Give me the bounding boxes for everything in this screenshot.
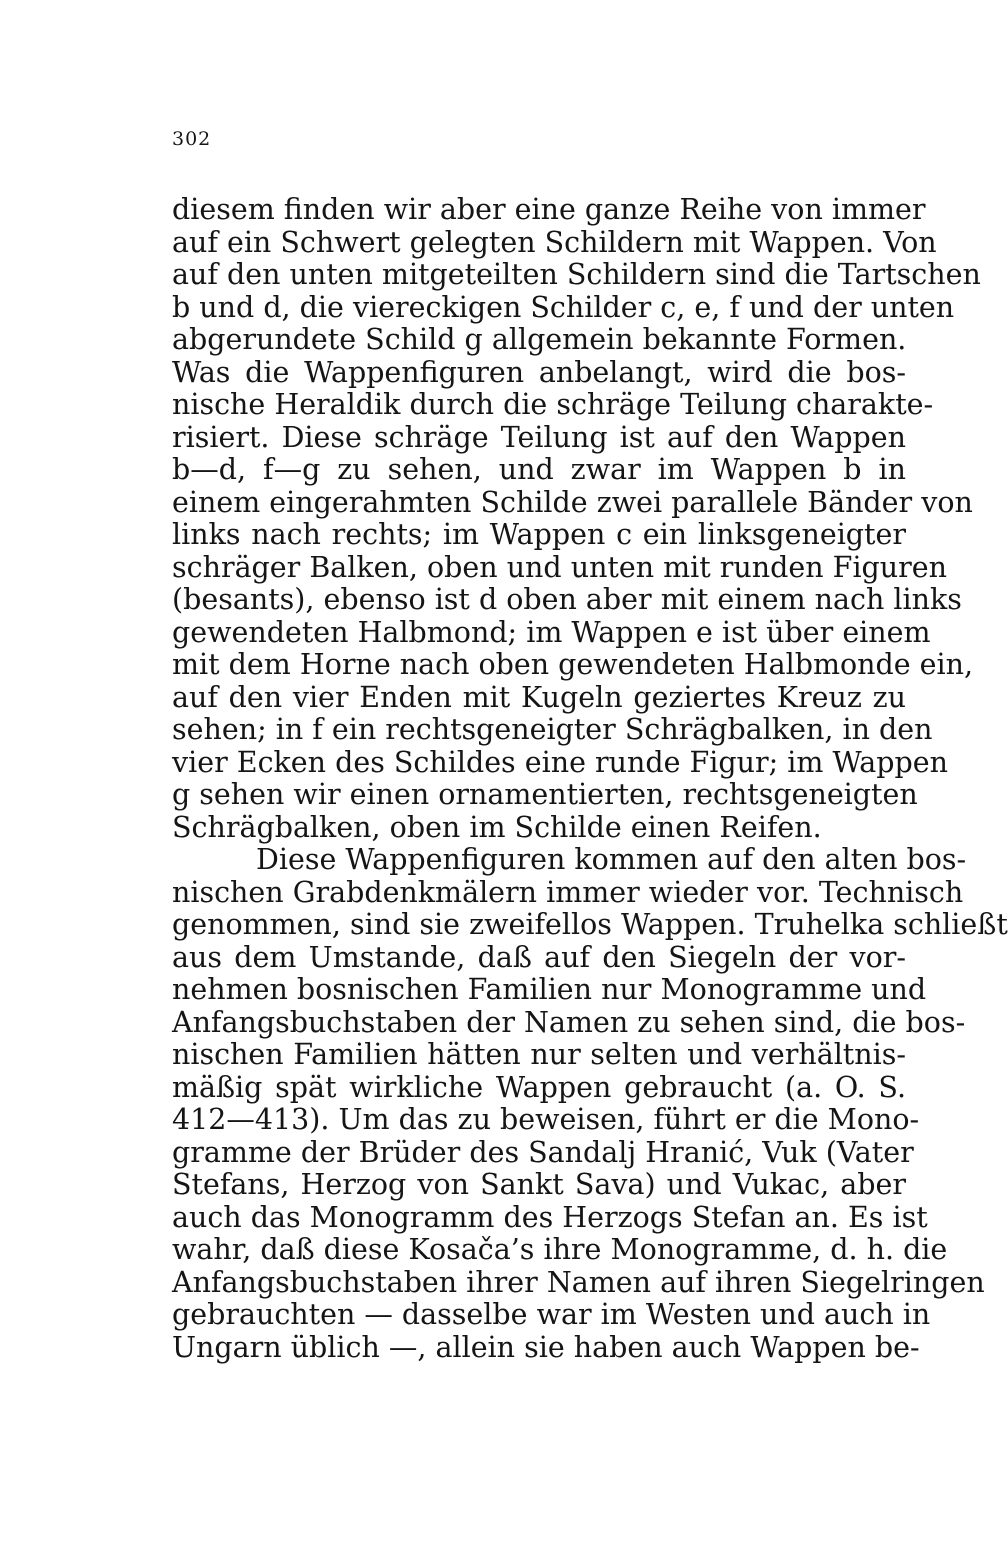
text-line: gebrauchten — dasselbe war im Westen und auch in <box>172 1298 931 1331</box>
text-line: nische Heraldik durch die schräge Teilung charakte- <box>172 388 934 421</box>
text-line: Stefans, Herzog von Sankt Sava) und Vukac, aber <box>172 1168 906 1201</box>
text-line: nehmen bosnischen Familien nur Monogramme und <box>172 973 927 1006</box>
text-line: auf ein Schwert gelegten Schildern mit Wappen. Von <box>172 225 937 259</box>
text-line: b—d, f—g zu sehen, und zwar im Wappen b in <box>172 453 906 486</box>
text-line: auch das Monogramm des Herzogs Stefan an. Es ist <box>172 1200 928 1234</box>
text-line: einem eingerahmten Schilde zwei parallele Bänder von <box>172 485 973 519</box>
text-line: nischen Grabdenkmälern immer wieder vor. Technisch <box>172 875 964 909</box>
text-line: Anfangsbuchstaben der Namen zu sehen sind, die bos- <box>172 1005 966 1039</box>
body-text <box>172 193 1008 1364</box>
text-line: abgerundete Schild g allgemein bekannte Formen. <box>172 323 907 356</box>
text-line: g sehen wir einen ornamentierten, rechtsgeneigten <box>172 778 918 811</box>
text-line: gramme der Brüder des Sandalj Hranić, Vuk (Vater <box>172 1135 914 1169</box>
text-line: nischen Familien hätten nur selten und verhältnis- <box>172 1038 906 1071</box>
text-line: vier Ecken des Schildes eine runde Figur; im Wappen <box>172 745 948 779</box>
text-line: schräger Balken, oben und unten mit runden Figuren <box>172 550 947 584</box>
text-line: Ungarn üblich —, allein sie haben auch Wappen be- <box>172 1330 920 1364</box>
text-line: aus dem Umstande, daß auf den Siegeln der vor- <box>172 940 906 974</box>
text-line: genommen, sind sie zweifellos Wappen. Truhelka schließt <box>172 908 1008 941</box>
text-line: 412—413). Um das zu beweisen, führt er die Mono- <box>172 1103 920 1136</box>
text-line: diesem finden wir aber eine ganze Reihe von immer <box>172 193 926 226</box>
text-line: auf den unten mitgeteilten Schildern sind die Tartschen <box>172 258 981 291</box>
text-line: sehen; in f ein rechtsgeneigter Schrägbalken, in den <box>172 713 933 746</box>
text-line: links nach rechts; im Wappen c ein linksgeneigter <box>172 518 906 551</box>
text-line: Anfangsbuchstaben ihrer Namen auf ihren Siegelringen <box>172 1265 985 1299</box>
text-line: (besants), ebenso ist d oben aber mit einem nach links <box>172 583 962 616</box>
text-line: Diese Wappenfiguren kommen auf den alten bos- <box>256 843 967 876</box>
text-line: mit dem Horne nach oben gewendeten Halbmonde ein, <box>172 648 974 681</box>
text-line: Schrägbalken, oben im Schilde einen Reifen. <box>172 810 822 844</box>
text-line: mäßig spät wirkliche Wappen gebraucht (a. O. S. <box>172 1070 906 1104</box>
text-line: gewendeten Halbmond; im Wappen e ist über einem <box>172 615 931 649</box>
text-line: wahr, daß diese Kosača’s ihre Monogramme, d. h. die <box>172 1233 948 1266</box>
page-number: 302 <box>172 128 212 150</box>
text-line: risiert. Diese schräge Teilung ist auf den Wappen <box>172 420 906 454</box>
text-line: auf den vier Enden mit Kugeln geziertes Kreuz zu <box>172 680 906 714</box>
text-line: Was die Wappenfiguren anbelangt, wird die bos- <box>172 355 906 389</box>
text-line: b und d, die viereckigen Schilder c, e, f und der unten <box>172 290 955 324</box>
